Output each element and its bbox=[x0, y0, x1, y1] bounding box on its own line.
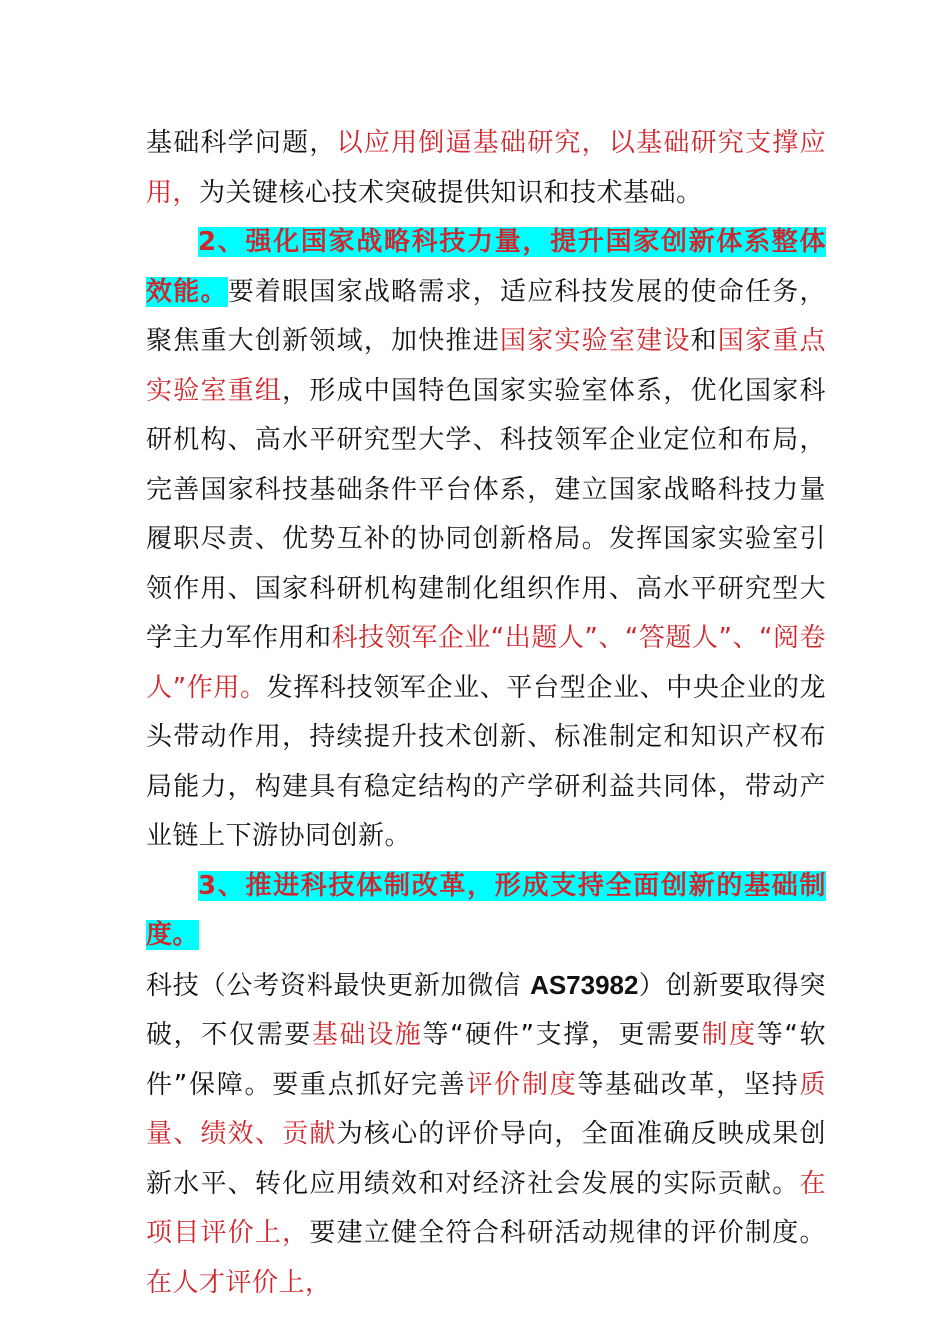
emphasis-text: 在人才评价上， bbox=[146, 1267, 332, 1298]
text-run: 要建立健全符合科研活动规律的评价制度。 bbox=[309, 1218, 826, 1248]
emphasis-text: 以应用倒逼基础研究，以基础研究支撑应用， bbox=[146, 128, 826, 208]
emphasis-text: 在项目评价上， bbox=[146, 1168, 826, 1248]
text-run: 和 bbox=[690, 326, 718, 356]
text-run: 发挥科技领军企业、平台型企业、中央企业的龙头带动作用，持续提升技术创新、标准制定和知识产权布局能力，构建具有稳定结构的产学研利益共同体，带动产业链上下游协同创新。 bbox=[146, 672, 826, 851]
emphasis-text: 科技领军企业“出题人”、“答题人”、“阅卷人”作用。 bbox=[146, 623, 826, 703]
text-run: ）创新要取得突破，不仅需要 bbox=[146, 970, 826, 1050]
text-run: 为核心的评价导向，全面准确反映成果创新水平、转化应用绩效和对经济社会发展的实际贡献。 bbox=[146, 1119, 826, 1199]
emphasis-text: 国家实验室建设 bbox=[499, 326, 691, 356]
wechat-id: AS73982 bbox=[530, 969, 639, 1000]
text-run: 为关键核心技术突破提供知识和技术基础。 bbox=[199, 177, 703, 208]
emphasis-text: 评价制度 bbox=[466, 1069, 578, 1100]
text-run: 科技（公考资料最快更新加微信 bbox=[146, 970, 531, 1001]
text-run: 等“硬件”支撑，更需要 bbox=[422, 1020, 702, 1050]
text-run: 要着眼国家战略需求，适应科技发展的使命任务，聚焦重大创新领域，加快推进 bbox=[146, 276, 826, 356]
text-run: 等基础改革，坚持 bbox=[577, 1069, 800, 1100]
paragraph-section-2 bbox=[146, 218, 826, 862]
text-run: 基础科学问题， bbox=[146, 128, 337, 158]
text-run: 等“软件”保障。要重点抓好完善 bbox=[146, 1020, 826, 1100]
emphasis-text: 质量、绩效、贡献 bbox=[146, 1069, 826, 1149]
emphasis-text: 国家重点实验室重组 bbox=[146, 326, 826, 406]
paragraph-intro bbox=[146, 119, 826, 218]
document-page bbox=[146, 119, 826, 1308]
paragraph-section-3 bbox=[146, 862, 826, 961]
emphasis-text: 基础设施 bbox=[311, 1020, 423, 1050]
emphasis-text: 制度 bbox=[701, 1020, 757, 1050]
section-heading-2: 2、强化国家战略科技力量，提升国家创新体系整体效能。 bbox=[146, 227, 826, 307]
paragraph-body bbox=[146, 961, 826, 1309]
section-heading-3: 3、推进科技体制改革，形成支持全面创新的基础制度。 bbox=[146, 870, 826, 950]
text-run: ，形成中国特色国家实验室体系，优化国家科研机构、高水平研究型大学、科技领军企业定位和布局，完善国家科技基础条件平台体系，建立国家战略科技力量履职尽责、优势互补的协同创新格局。发挥国家实验室引领作用、国家科研机构建制化组织作用、高水平研究型大学主力军作用和 bbox=[146, 375, 826, 653]
